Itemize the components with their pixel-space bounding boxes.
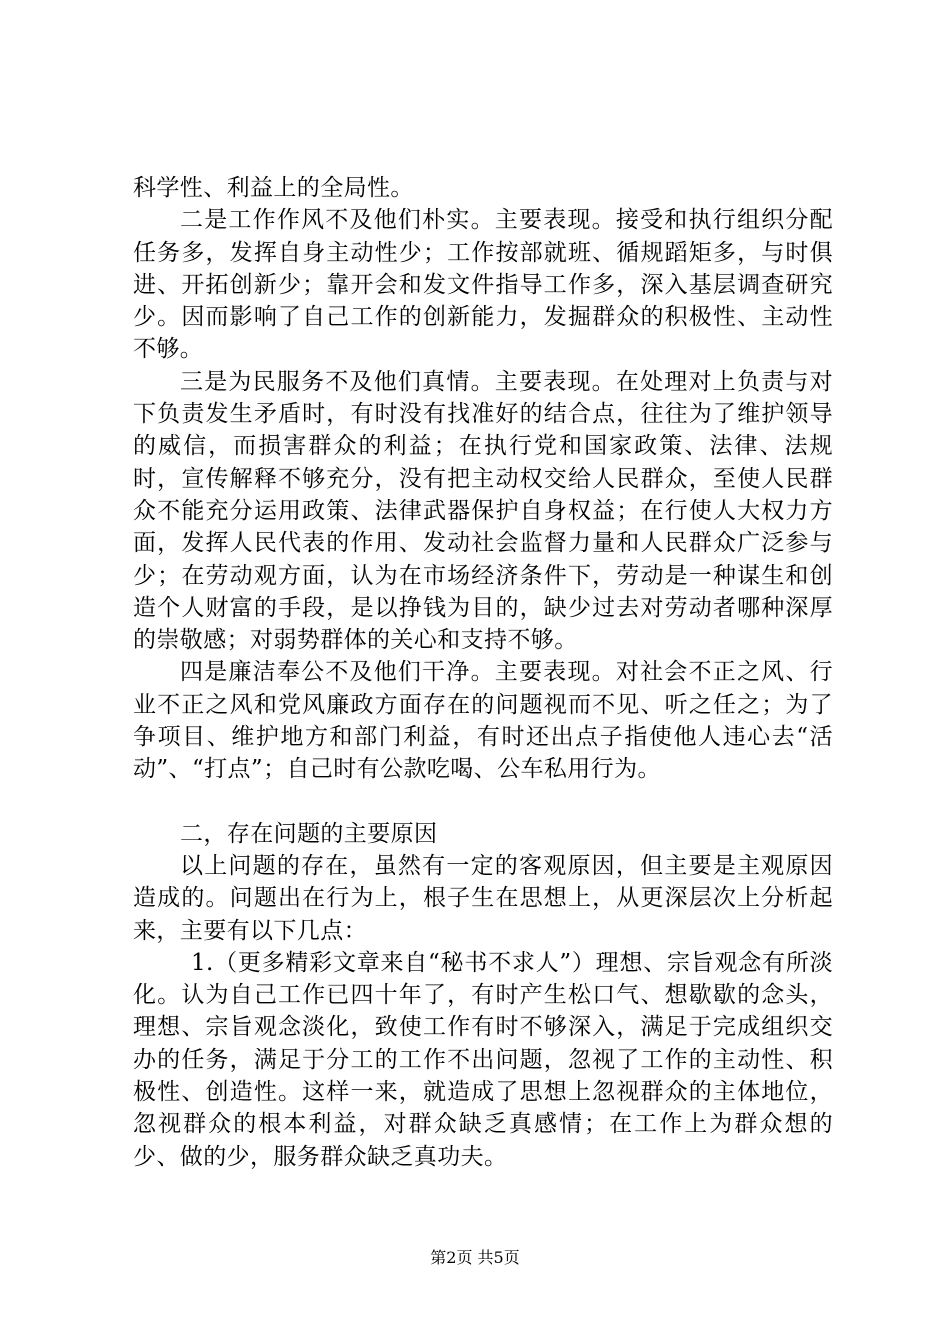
paragraph-serving-people: 三是为民服务不及他们真情。主要表现。在处理对上负责与对下负责发生矛盾时，有时没有找准好的结合点，往往为了维护领导的威信，而损害群众的利益；在执行党和国家政策、法律、法规时，宣传解释不够充分，没有把主动权交给人民群众，至使人民群众不能充分运用政策、法律武器保护自身权益；在行使人大权力方面，发挥人民代表的作用、发动社会监督力量和人民群众广泛参与少；在劳动观方面，认为在市场经济条件下，劳动是一种谋生和创造个人财富的手段，是以挣钱为目的，缺少过去对劳动者哪种深厚的崇敬感；对弱势群体的关心和支持不够。 <box>133 368 833 654</box>
paragraph-causes-intro: 以上问题的存在，虽然有一定的客观原因，但主要是主观原因造成的。问题出在行为上，根子生在思想上，从更深层次上分析起来，主要有以下几点： <box>133 852 833 944</box>
paragraph-continuation: 科学性、利益上的全局性。 <box>133 175 414 201</box>
document-body <box>133 172 833 1173</box>
paragraph-integrity: 四是廉洁奉公不及他们干净。主要表现。对社会不正之风、行业不正之风和党风廉政方面存在的问题视而不见、听之任之；为了争项目、维护地方和部门利益，有时还出点子指使他人违心去“活动”、“打点”；自己时有公款吃喝、公车私用行为。 <box>133 659 833 783</box>
page-footer: 第2页 共5页 <box>430 1248 520 1267</box>
section-heading-causes: 二，存在问题的主要原因 <box>180 820 438 847</box>
paragraph-cause-1: 1.（更多精彩文章来自“秘书不求人”）理想、宗旨观念有所淡化。认为自己工作已四十年了，有时产生松口气、想歇歇的念头，理想、宗旨观念淡化，致使工作有时不够深入，满足于完成组织交办的任务，满足于分工的工作不出问题，忽视了工作的主动性、积极性、创造性。这样一来，就造成了思想上忽视群众的主体地位，忽视群众的根本利益，对群众缺乏真感情；在工作上为群众想的少、做的少，服务群众缺乏真功夫。 <box>133 949 833 1170</box>
paragraph-work-style: 二是工作作风不及他们朴实。主要表现。接受和执行组织分配任务多，发挥自身主动性少；工作按部就班、循规蹈矩多，与时俱进、开拓创新少；靠开会和发文件指导工作多，深入基层调查研究少。因而影响了自己工作的创新能力，发掘群众的积极性、主动性不够。 <box>133 207 833 363</box>
paragraph-gap <box>133 786 833 818</box>
